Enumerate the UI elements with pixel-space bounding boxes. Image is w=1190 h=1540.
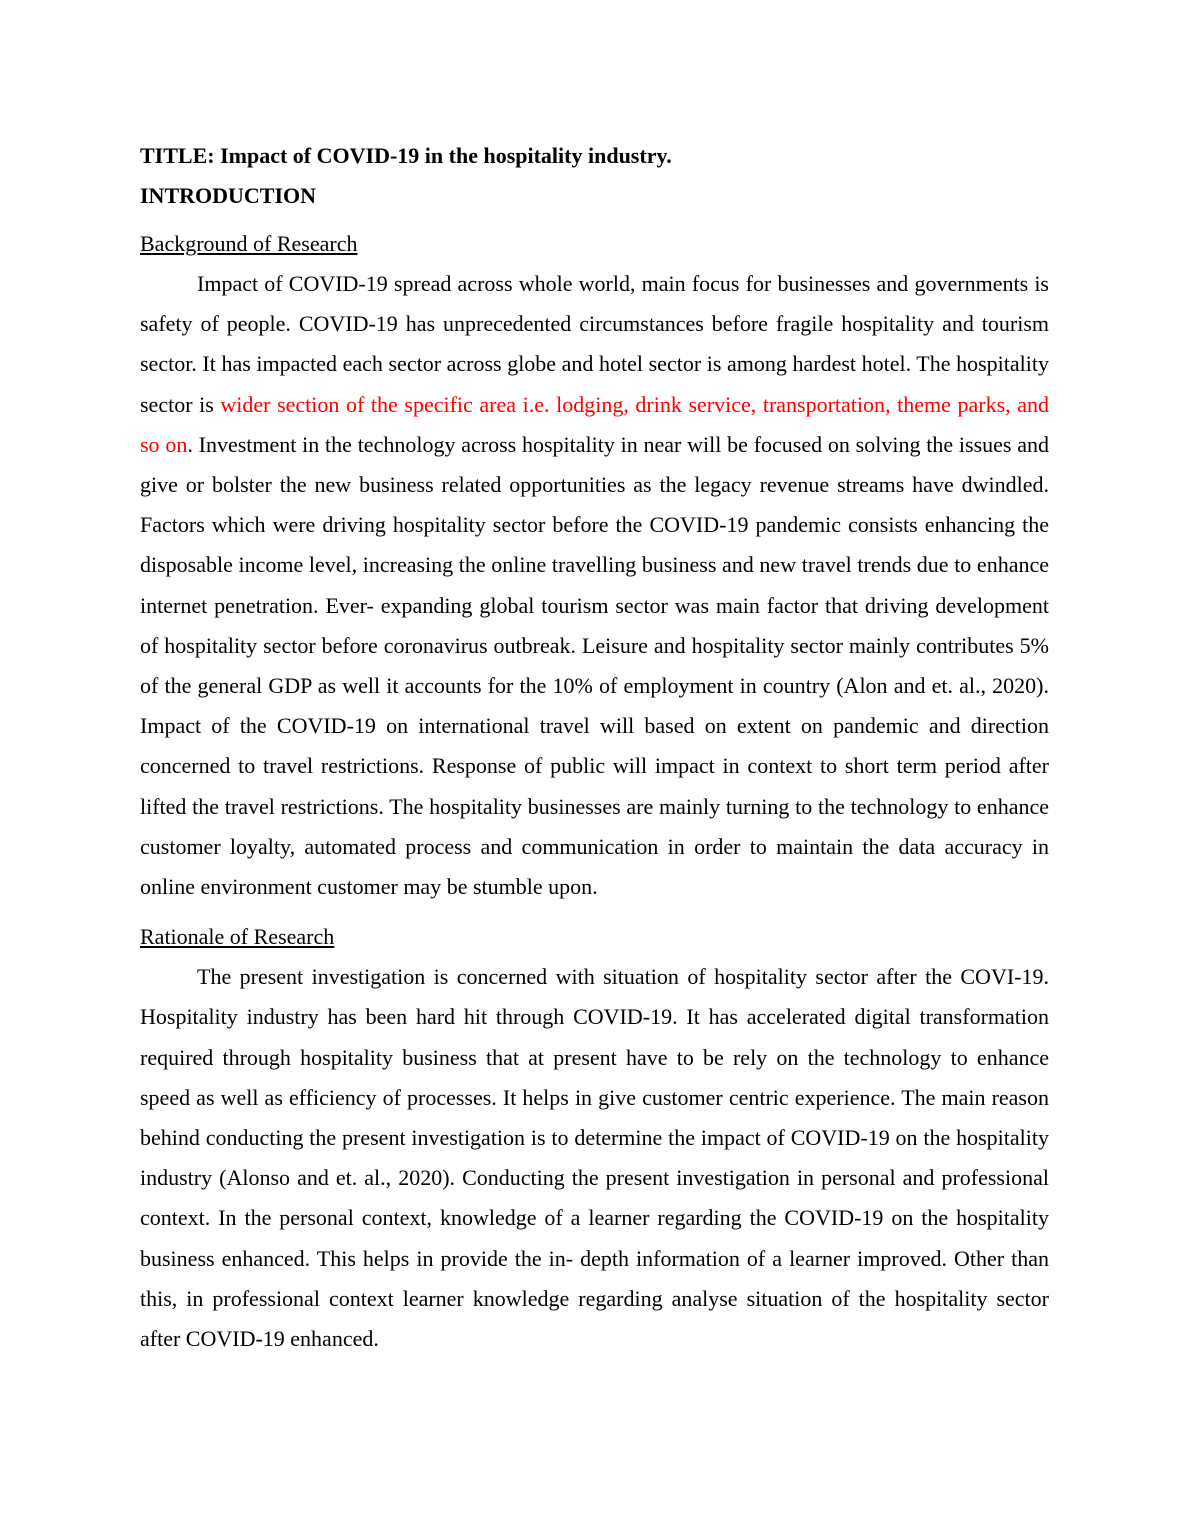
introduction-heading: INTRODUCTION xyxy=(140,183,317,208)
background-paragraph xyxy=(140,264,1049,907)
document-page xyxy=(140,136,1049,1369)
document-title: TITLE: Impact of COVID-19 in the hospitality industry. xyxy=(140,143,672,168)
background-text-start: Impact of COVID-19 spread across whole world, main focus for businesses and governments is safety of people. COVID-19 has unprecedented circumstances before fragile hospitality and tourism sector. It has impacted each sector across globe and hotel sector is among hardest hotel. The hospitality sector is xyxy=(140,271,1049,417)
background-heading: Background of Research xyxy=(140,231,358,256)
highlighted-text: wider section of the specific area i.e. lodging, drink service, transportation, theme parks, and so on xyxy=(140,391,1049,457)
background-text-end: . Investment in the technology across hospitality in near will be focused on solving the issues and give or bolster the new business related opportunities as the legacy revenue streams have dwindled. Factors which were driving hospitality sector before the COVID-19 pandemic consists enhancing the disposable income level, increasing the online travelling business and new travel trends due to enhance internet penetration. Ever- expanding global tourism sector was main factor that driving development of hospitality sector before coronavirus outbreak. Leisure and hospitality sector mainly contributes 5% of the general GDP as well it accounts for the 10% of employment in country (Alon and et. al., 2020). Impact of the COVID-19 on international travel will based on extent on pandemic and direction concerned to travel restrictions. Response of public will impact in context to short term period after lifted the travel restrictions. The hospitality businesses are mainly turning to the technology to enhance customer loyalty, automated process and communication in order to maintain the data accuracy in online environment customer may be stumble upon. xyxy=(140,431,1049,900)
rationale-heading: Rationale of Research xyxy=(140,924,335,950)
rationale-paragraph: The present investigation is concerned with situation of hospitality sector after the COVI-19. Hospitality industry has been hard hit through COVID-19. It has accelerated digital transformation required through hospitality business that at present have to be rely on the technology to enhance speed as well as efficiency of processes. It helps in give customer centric experience. The main reason behind conducting the present investigation is to determine the impact of COVID-19 on the hospitality industry (Alonso and et. al., 2020). Conducting the present investigation in personal and professional context. In the personal context, knowledge of a learner regarding the COVID-19 on the hospitality business enhanced. This helps in provide the in- depth information of a learner improved. Other than this, in professional context learner knowledge regarding analyse situation of the hospitality sector after COVID-19 enhanced. xyxy=(140,964,1049,1352)
